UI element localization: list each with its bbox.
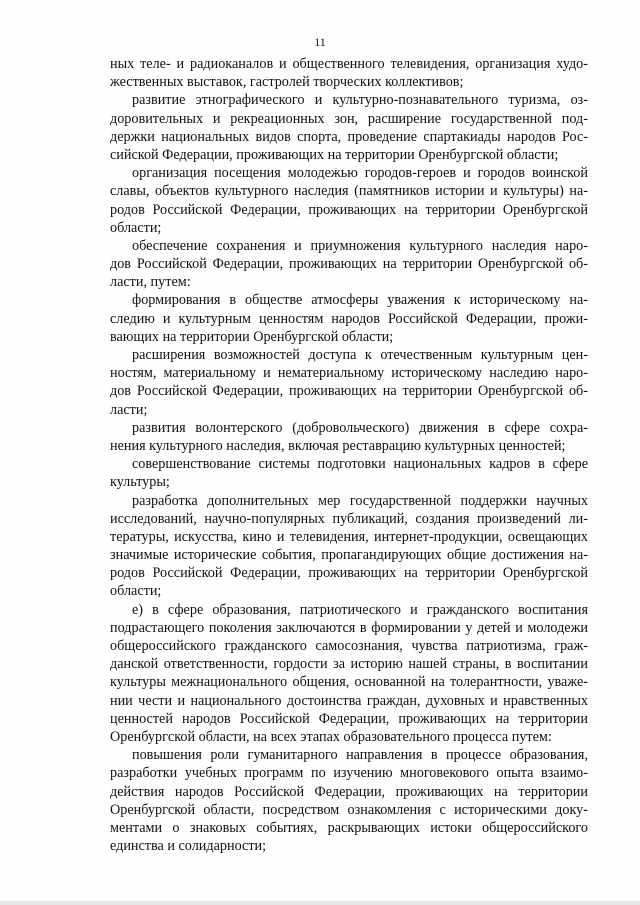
text-line: сийской Федерации, проживающих на территории Оренбургской области; <box>110 146 559 163</box>
text-line: совершенствование системы подготовки национальных кадров в сфере <box>132 456 588 473</box>
text-line: обеспечение сохранения и приумножения культурного наследия наро- <box>132 237 588 254</box>
text-line: дов Российской Федерации, проживающих на территории Оренбургской об- <box>110 383 588 400</box>
text-line: ценностей народов Российской Федерации, проживающих на территории <box>110 710 588 727</box>
text-line: разработка дополнительных мер государственной поддержки научных <box>132 492 588 509</box>
text-line: Оренбургской области, на всех этапах образовательного процесса путем: <box>110 728 552 745</box>
text-line: разработки учебных программ по изучению многовекового опыта взаимо- <box>110 765 588 782</box>
text-line: жественных выставок, гастролей творческих коллективов; <box>110 74 464 91</box>
text-line: подрастающего поколения заключаются в формировании у детей и молодежи <box>110 619 588 636</box>
text-line: доровительных и рекреационных зон, расширение государственной под- <box>110 110 588 127</box>
text-line: развитие этнографического и культурно-познавательного туризма, оз- <box>132 92 588 109</box>
text-line: славы, объектов культурного наследия (памятников истории и культуры) на- <box>110 183 588 200</box>
text-line: е) в сфере образования, патриотического и гражданского воспитания <box>132 601 588 618</box>
text-line: действия народов Российской Федерации, проживающих на территории <box>110 783 588 800</box>
text-line: родов Российской Федерации, проживающих на территории Оренбургской <box>110 201 588 218</box>
text-line: культуры; <box>110 474 170 491</box>
page-number: 11 <box>314 35 326 49</box>
text-line: следию и культурным ценностям народов Российской Федерации, прожи- <box>110 310 588 327</box>
body-text <box>110 55 588 855</box>
text-line: области; <box>110 219 162 236</box>
text-line: значимые исторические события, пропагандирующих общие достижения на- <box>110 547 588 564</box>
text-line: ных теле- и радиоканалов и общественного телевидения, организация худо- <box>110 56 588 72</box>
text-line: держки национальных видов спорта, проведение спартакиады народов Рос- <box>110 128 588 145</box>
text-line: тературы, искусства, кино и телевидения, интернет-продукции, освещающих <box>110 528 588 545</box>
text-line: исследований, научно-популярных публикаций, создания произведений ли- <box>110 510 588 527</box>
text-line: дов Российской Федерации, проживающих на территории Оренбургской об- <box>110 256 588 273</box>
text-line: ласти; <box>110 401 148 418</box>
text-line: нии чести и национального достоинства граждан, духовных и нравственных <box>110 692 588 709</box>
text-line: данской ответственности, гордости за историю нашей страны, в воспитании <box>110 656 588 673</box>
text-line: расширения возможностей доступа к отечественным культурным цен- <box>132 347 588 363</box>
text-line: ласти, путем: <box>110 274 191 291</box>
text-line: формирования в обществе атмосферы уважения к историческому на- <box>132 292 588 309</box>
text-line: вающих на территории Оренбургской области; <box>110 328 394 345</box>
text-line: области; <box>110 583 162 600</box>
scan-edge <box>0 901 640 905</box>
text-line: родов Российской Федерации, проживающих на территории Оренбургской <box>110 565 588 582</box>
text-line: развития волонтерского (добровольческого) движения в сфере сохра- <box>132 419 588 436</box>
text-line: единства и солидарности; <box>110 838 267 855</box>
text-line: Оренбургской области, посредством ознакомления с историческими доку- <box>110 801 588 818</box>
text-line: повышения роли гуманитарного направления в процессе образования, <box>132 747 588 764</box>
text-line: нения культурного наследия, включая реставрацию культурных ценностей; <box>110 437 566 454</box>
text-line: культуры межнационального общения, основанной на толерантности, уваже- <box>110 674 588 691</box>
text-line: организация посещения молодежью городов-героев и городов воинской <box>132 165 588 182</box>
text-line: ностям, материальному и нематериальному историческому наследию наро- <box>110 365 588 382</box>
text-line: общероссийского гражданского самосознания, чувства патриотизма, граж- <box>110 638 588 654</box>
text-line: ментами о знаковых событиях, раскрывающих истоки общероссийского <box>110 819 588 836</box>
